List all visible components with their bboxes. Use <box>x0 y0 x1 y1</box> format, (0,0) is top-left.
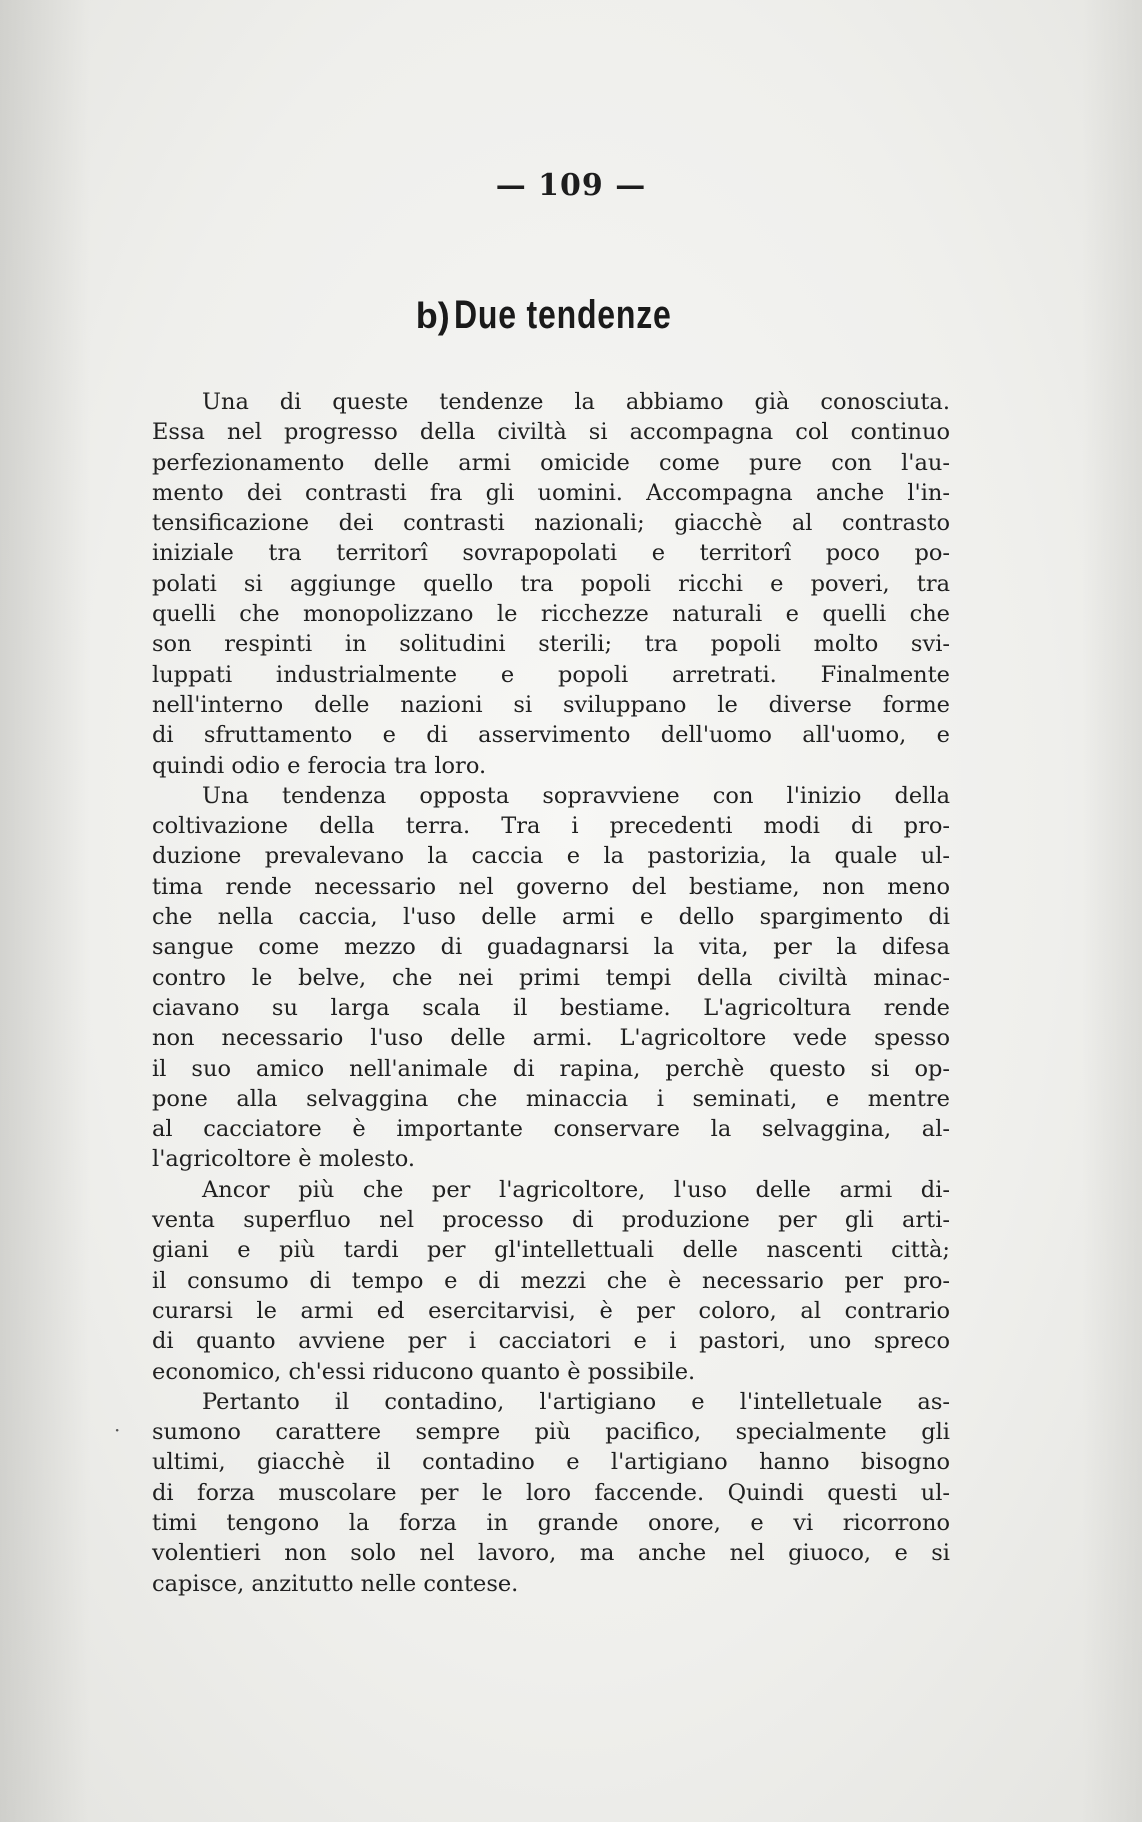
text-line: Una di queste tendenze la abbiamo già conosciuta. <box>202 389 950 415</box>
text-line: quelli che monopolizzano le ricchezze naturali e quelli che <box>152 601 950 628</box>
text-line: quindi odio e ferocia tra loro. <box>152 752 487 779</box>
text-line: venta superfluo nel processo di produzione per gli arti- <box>152 1207 950 1234</box>
text-line: capisce, anzitutto nelle contese. <box>152 1570 519 1597</box>
text-line: duzione prevalevano la caccia e la pastorizia, la quale ul- <box>152 843 950 870</box>
text-line: al cacciatore è importante conservare la selvaggina, al- <box>152 1116 950 1143</box>
text-line: Essa nel progresso della civiltà si accompagna col continuo <box>152 419 950 446</box>
text-line: pone alla selvaggina che minaccia i seminati, e mentre <box>152 1085 950 1112</box>
text-line: ciavano su larga scala il bestiame. L'agricoltura rende <box>152 994 950 1021</box>
text-line: non necessario l'uso delle armi. L'agricoltore vede spesso <box>152 1025 950 1052</box>
text-line: economico, ch'essi riducono quanto è possibile. <box>152 1358 696 1385</box>
text-line: il suo amico nell'animale di rapina, perchè questo si op- <box>152 1055 950 1082</box>
text-line: curarsi le armi ed esercitarvisi, è per coloro, al contrario <box>152 1297 950 1324</box>
text-line: perfezionamento delle armi omicide come pure con l'au- <box>152 449 950 476</box>
text-line: di forza muscolare per le loro faccende. Quindi questi ul- <box>152 1479 950 1506</box>
text-line: Pertanto il contadino, l'artigiano e l'intelletuale as- <box>202 1388 950 1415</box>
text-line: coltivazione della terra. Tra i precedenti modi di pro- <box>152 813 950 840</box>
section-title: Due tendenze <box>454 293 672 337</box>
text-line: sangue come mezzo di guadagnarsi la vita, per la difesa <box>152 934 950 961</box>
text-line: Ancor più che per l'agricoltore, l'uso delle armi di- <box>202 1176 950 1203</box>
text-line: giani e più tardi per gl'intellettuali delle nascenti città; <box>152 1237 950 1264</box>
section-heading <box>0 293 1142 338</box>
text-line: polati si aggiunge quello tra popoli ricchi e poveri, tra <box>152 570 950 597</box>
page-shadow-left <box>0 0 90 1822</box>
text-line: luppati industrialmente e popoli arretrati. Finalmente <box>152 661 950 688</box>
ink-speck: · <box>114 1418 121 1442</box>
text-line: mento dei contrasti fra gli uomini. Accompagna anche l'in- <box>152 479 950 506</box>
page-shadow-right <box>1082 0 1142 1822</box>
text-line: iniziale tra territorî sovrapopolati e territorî poco po- <box>152 540 950 567</box>
text-line: tima rende necessario nel governo del bestiame, non meno <box>152 873 950 900</box>
text-line: sumono carattere sempre più pacifico, specialmente gli <box>152 1419 950 1446</box>
text-line: che nella caccia, l'uso delle armi e dello spargimento di <box>152 904 950 931</box>
text-line: volentieri non solo nel lavoro, ma anche nel giuoco, e si <box>152 1540 950 1567</box>
text-line: contro le belve, che nei primi tempi della civiltà minac- <box>152 964 950 991</box>
text-line: tensificazione dei contrasti nazionali; giacchè al contrasto <box>152 510 950 537</box>
text-line: Una tendenza opposta sopravviene con l'inizio della <box>202 782 950 809</box>
text-line: timi tengono la forza in grande onore, e vi ricorrono <box>152 1509 950 1536</box>
text-line: son respinti in solitudini sterili; tra popoli molto svi- <box>152 631 950 658</box>
text-line: nell'interno delle nazioni si sviluppano le diverse forme <box>152 691 950 718</box>
section-label: b) <box>415 295 450 336</box>
text-line: l'agricoltore è molesto. <box>152 1146 416 1173</box>
page-number: — 109 — <box>495 168 647 203</box>
body-text <box>152 387 950 1599</box>
text-line: il consumo di tempo e di mezzi che è necessario per pro- <box>152 1267 950 1294</box>
text-line: ultimi, giacchè il contadino e l'artigiano hanno bisogno <box>152 1449 950 1476</box>
text-line: di sfruttamento e di asservimento dell'uomo all'uomo, e <box>152 722 950 749</box>
text-line: di quanto avviene per i cacciatori e i pastori, uno spreco <box>152 1328 950 1355</box>
